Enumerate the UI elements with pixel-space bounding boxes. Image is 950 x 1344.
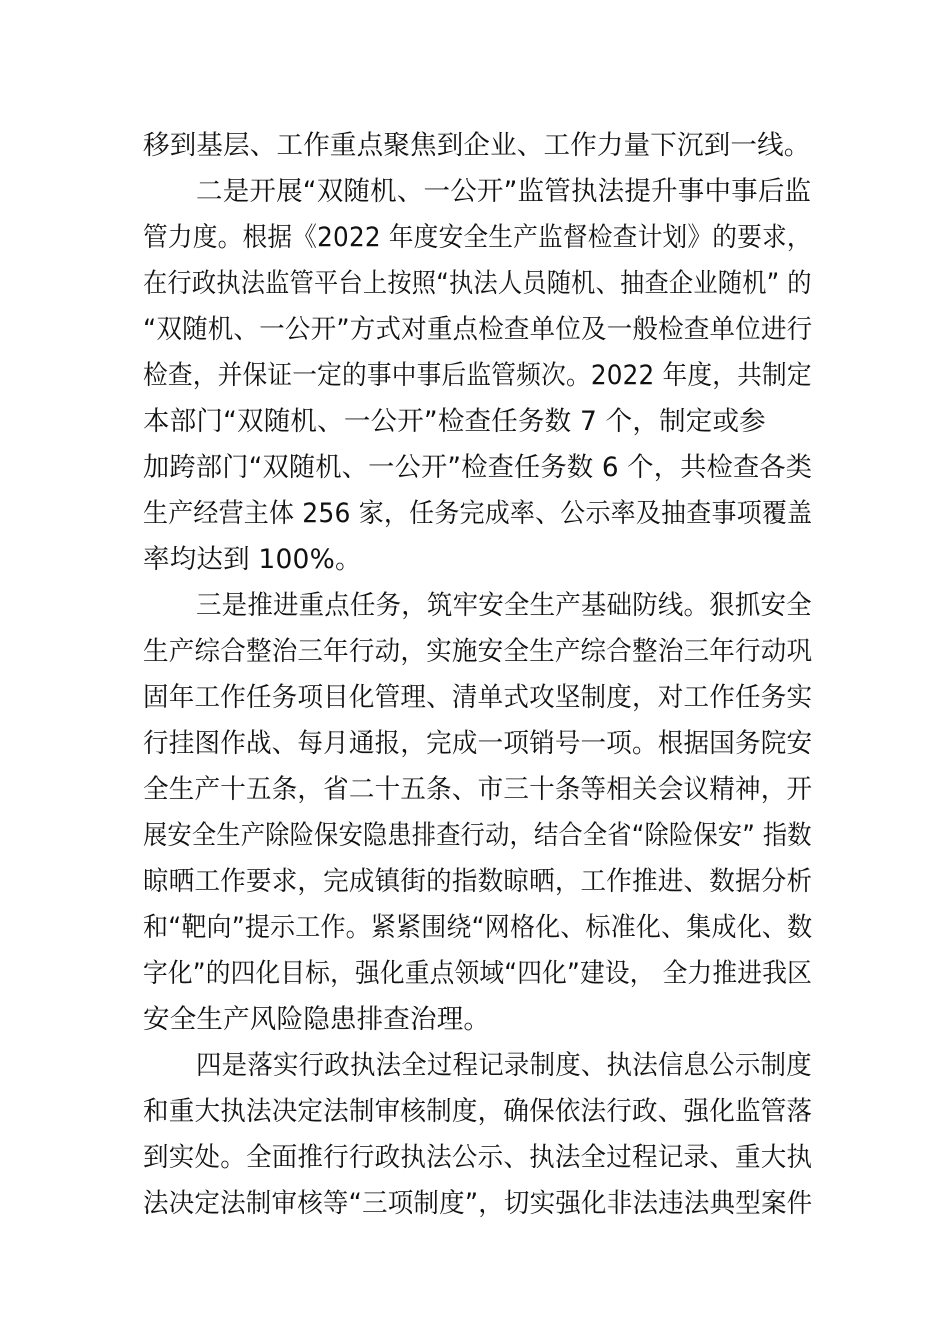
text-line: “双随机、一公开”方式对重点检查单位及一般检查单位进行 bbox=[143, 314, 813, 345]
text-line: 检查，并保证一定的事中事后监管频次。2022 年度，共制定 bbox=[143, 360, 812, 391]
text-line: 二是开展“双随机、一公开”监管执法提升事中事后监 bbox=[196, 176, 812, 207]
text-line: 加跨部门“双随机、一公开”检查任务数 6 个，共检查各类 bbox=[143, 452, 813, 483]
text-line: 移到基层、工作重点聚焦到企业、工作力量下沉到一线。 bbox=[143, 130, 811, 161]
text-line: 生产经营主体 256 家，任务完成率、公示率及抽查事项覆盖 bbox=[143, 498, 813, 529]
text-line: 和“靶向”提示工作。紧紧围绕“网格化、标准化、集成化、数 bbox=[143, 912, 813, 943]
text-line: 在行政执法监管平台上按照“执法人员随机、抽查企业随机” 的 bbox=[143, 268, 812, 299]
text-line: 行挂图作战、每月通报，完成一项销号一项。根据国务院安 bbox=[143, 728, 813, 759]
text-line: 安全生产风险隐患排查治理。 bbox=[143, 1004, 491, 1035]
text-line: 管力度。根据《2022 年度安全生产监督检查计划》的要求， bbox=[143, 222, 812, 253]
text-line: 展安全生产除险保安隐患排查行动，结合全省“除险保安” 指数 bbox=[143, 820, 812, 851]
text-line: 四是落实行政执法全过程记录制度、执法信息公示制度 bbox=[196, 1050, 812, 1081]
text-line: 法决定法制审核等“三项制度”，切实强化非法违法典型案件 bbox=[143, 1188, 813, 1219]
text-line: 字化”的四化目标，强化重点领域“四化”建设， 全力推进我区 bbox=[143, 958, 812, 989]
text-line: 率均达到 100%。 bbox=[143, 544, 362, 575]
text-line: 晾晒工作要求，完成镇街的指数晾晒，工作推进、数据分析 bbox=[143, 866, 813, 897]
text-line: 生产综合整治三年行动，实施安全生产综合整治三年行动巩 bbox=[143, 636, 813, 667]
text-line: 三是推进重点任务，筑牢安全生产基础防线。狠抓安全 bbox=[196, 590, 812, 621]
text-line: 和重大执法决定法制审核制度，确保依法行政、强化监管落 bbox=[143, 1096, 813, 1127]
text-line: 到实处。全面推行行政执法公示、执法全过程记录、重大执 bbox=[143, 1142, 813, 1173]
text-line: 固年工作任务项目化管理、清单式攻坚制度，对工作任务实 bbox=[143, 682, 813, 713]
text-line: 全生产十五条，省二十五条、市三十条等相关会议精神，开 bbox=[143, 774, 813, 805]
text-line: 本部门“双随机、一公开”检查任务数 7 个，制定或参 bbox=[143, 406, 766, 437]
